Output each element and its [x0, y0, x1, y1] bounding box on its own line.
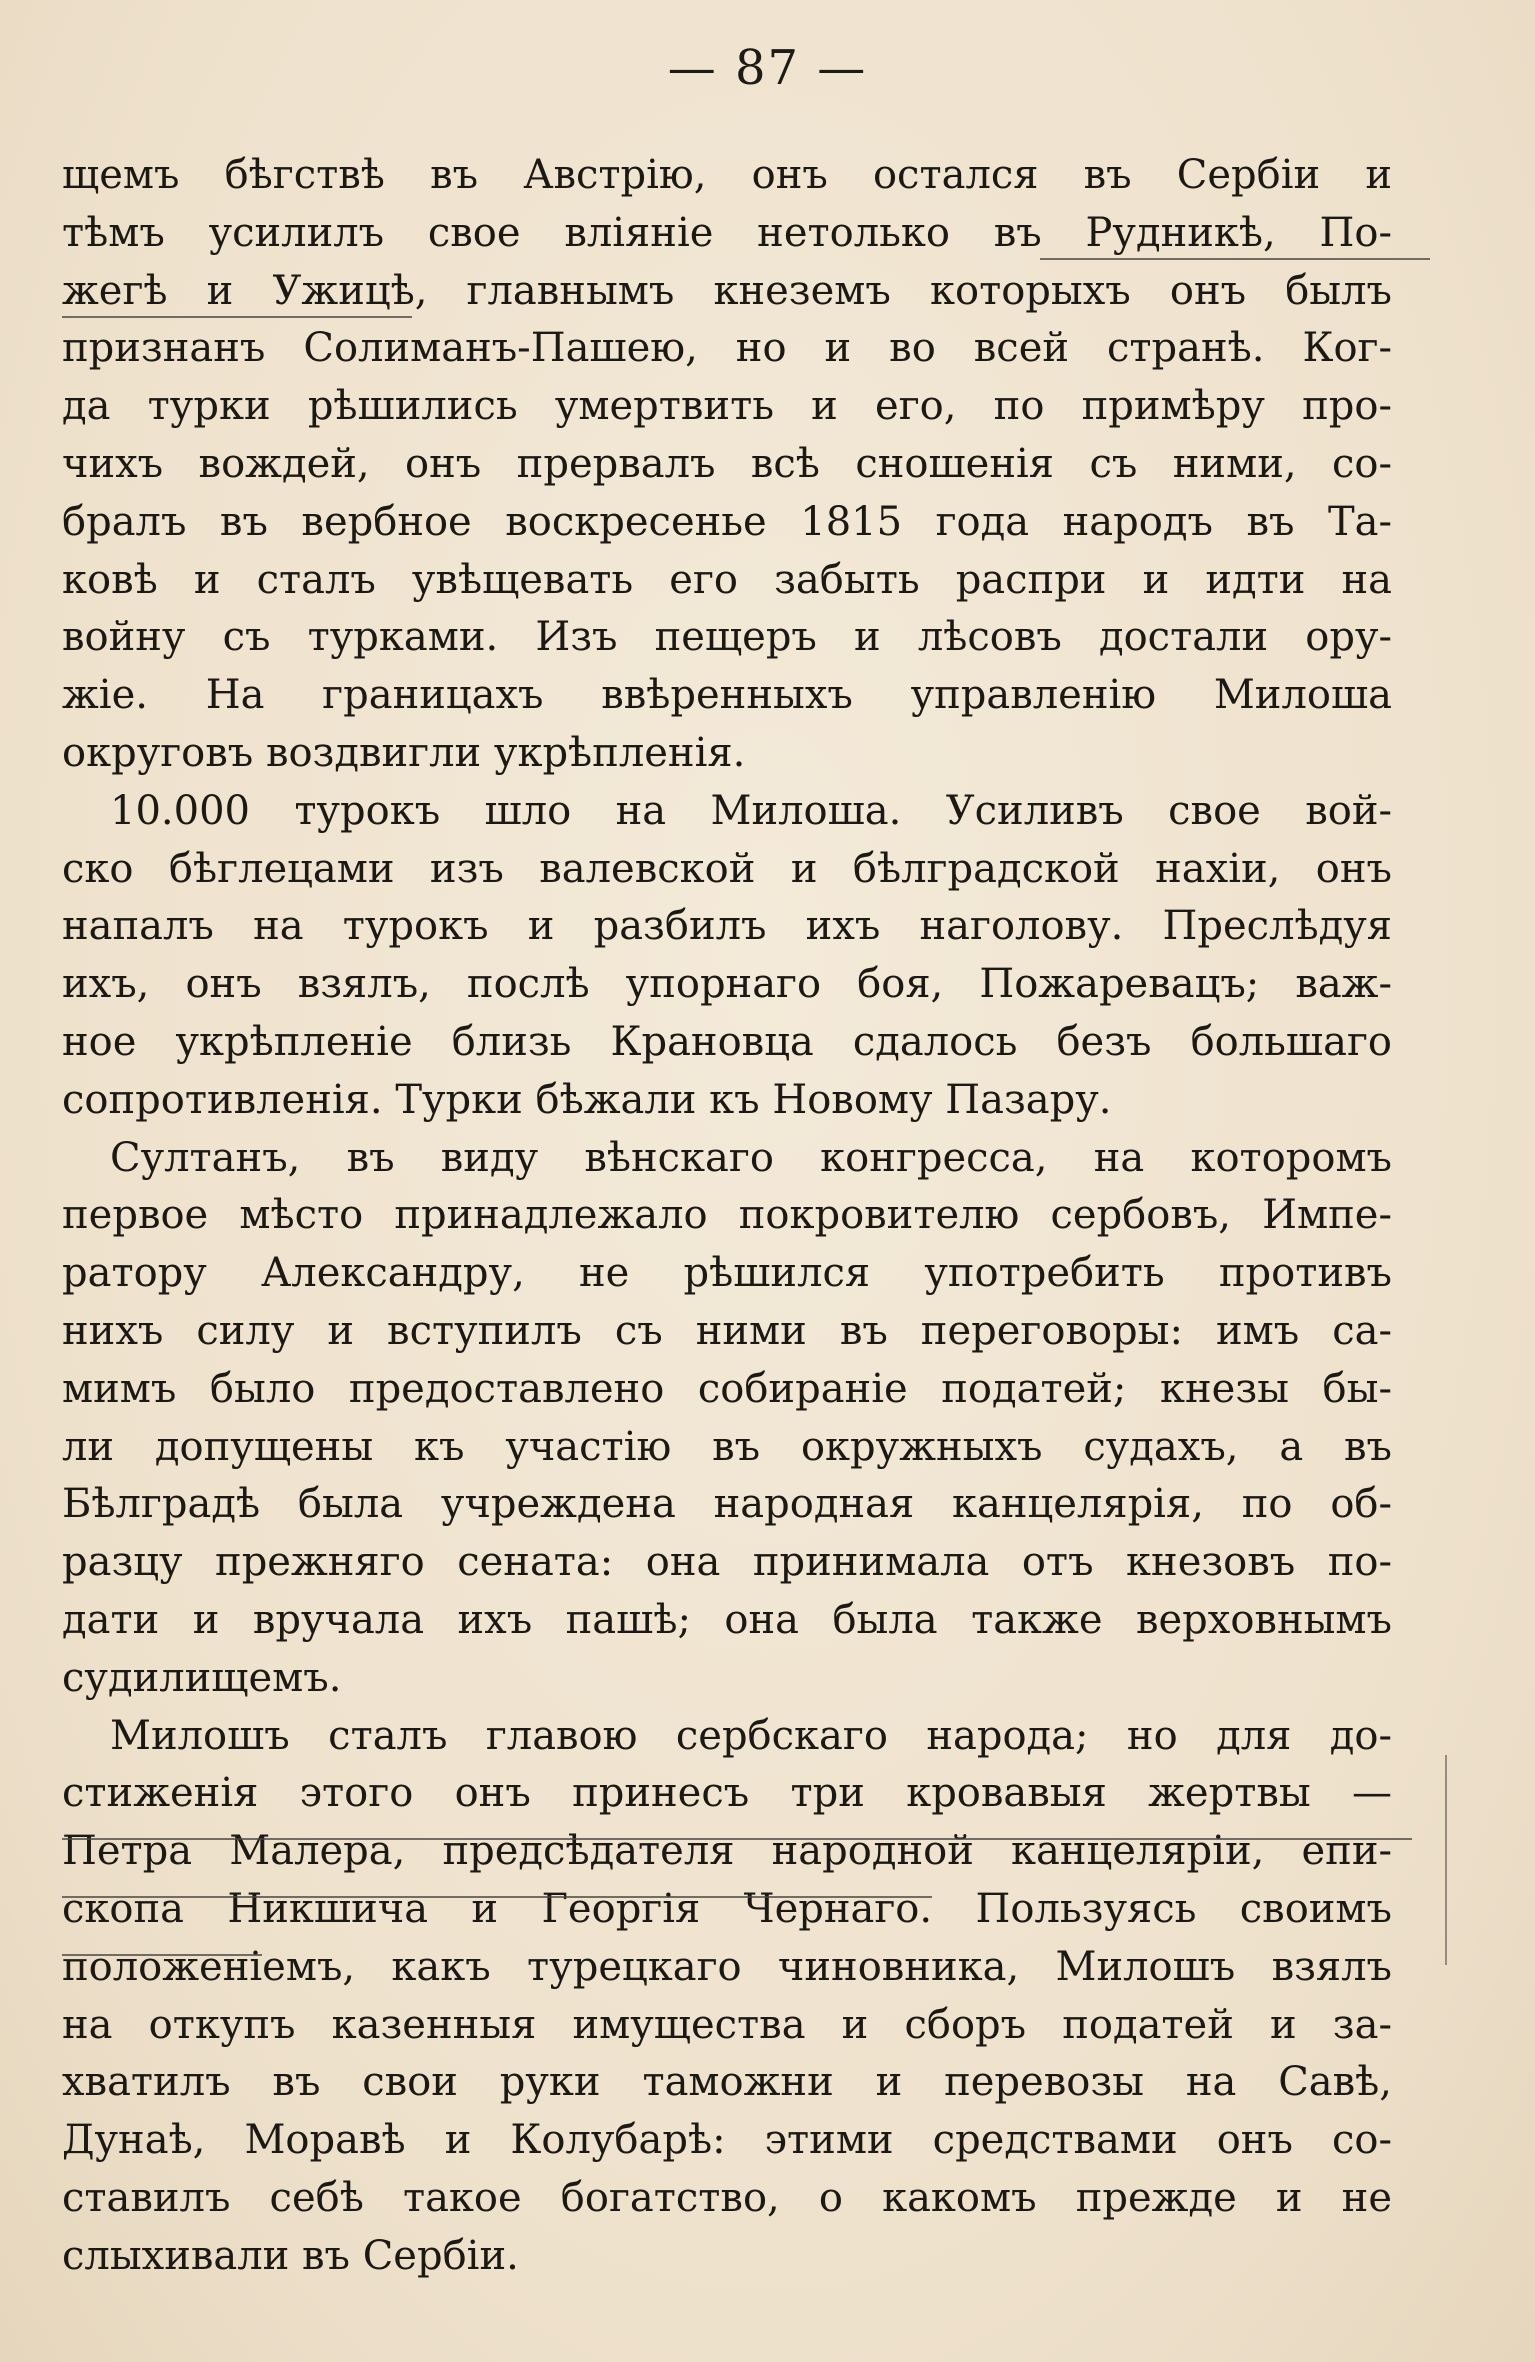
text-line: мимъ было предоставлено собираніе податей; кнезы бы-	[62, 1365, 1392, 1412]
text-line: тѣмъ усилилъ свое вліяніе нетолько въ Рудникѣ, По-	[62, 209, 1392, 256]
text-line: первое мѣсто принадлежало покровителю сербовъ, Импе-	[62, 1192, 1392, 1239]
text-line: округовъ воздвигли укрѣпленія.	[62, 729, 746, 776]
page-number: — 87 —	[667, 40, 868, 96]
text-line: Петра Малера, предсѣдателя народной канцеляріи, епи-	[62, 1828, 1392, 1875]
text-line: бралъ въ вербное воскресенье 1815 года народъ въ Та-	[62, 498, 1392, 545]
pencil-underline	[62, 1954, 262, 1956]
text-line: ско бѣглецами изъ валевской и бѣлградской нахіи, онъ	[62, 845, 1392, 892]
text-line: ставилъ себѣ такое богатство, о какомъ прежде и не	[62, 2174, 1392, 2221]
paragraph-4	[62, 1708, 1392, 2286]
pencil-underline	[62, 316, 412, 318]
text-line: Султанъ, въ виду вѣнскаго конгресса, на которомъ	[110, 1134, 1392, 1181]
paragraph-1	[62, 147, 1392, 783]
text-line: судилищемъ.	[62, 1654, 342, 1701]
text-line: ное укрѣпленіе близь Крановца сдалось безъ большаго	[62, 1018, 1392, 1065]
paragraph-3	[62, 1130, 1392, 1708]
text-line: на откупъ казенныя имущества и сборъ податей и за-	[62, 2001, 1392, 2048]
paragraph-2	[62, 783, 1392, 1130]
text-line: напалъ на турокъ и разбилъ ихъ наголову. Преслѣдуя	[62, 903, 1392, 950]
text-line: нихъ силу и вступилъ съ ними въ переговоры: имъ са-	[62, 1307, 1392, 1354]
text-line: войну съ турками. Изъ пещеръ и лѣсовъ достали ору-	[62, 614, 1392, 661]
body-text	[62, 147, 1392, 2285]
text-line: сопротивленія. Турки бѣжали къ Новому Пазару.	[62, 1076, 1112, 1123]
text-line: дати и вручала ихъ пашѣ; она была также верховнымъ	[62, 1596, 1392, 1643]
pencil-underline	[62, 1896, 932, 1898]
text-line: Бѣлградѣ была учреждена народная канцелярія, по об-	[62, 1481, 1392, 1528]
text-line: стиженія этого онъ принесъ три кровавыя жертвы —	[62, 1770, 1392, 1817]
margin-mark	[1445, 1755, 1447, 1965]
pencil-underline	[62, 1838, 1412, 1840]
text-line: слыхивали въ Сербіи.	[62, 2232, 519, 2279]
text-line: Дунаѣ, Моравѣ и Колубарѣ: этими средствами онъ со-	[62, 2117, 1392, 2164]
text-line: положеніемъ, какъ турецкаго чиновника, Милошъ взялъ	[62, 1943, 1392, 1990]
text-line: жіе. На границахъ ввѣренныхъ управленію Милоша	[62, 672, 1392, 719]
text-line: чихъ вождей, онъ прервалъ всѣ сношенія съ ними, со-	[62, 440, 1392, 487]
text-line: щемъ бѣгствѣ въ Австрію, онъ остался въ Сербіи и	[62, 152, 1392, 198]
pencil-underline	[1040, 258, 1430, 260]
text-line: 10.000 турокъ шло на Милоша. Усиливъ свое вой-	[110, 787, 1392, 834]
text-line: хватилъ въ свои руки таможни и перевозы на Савѣ,	[62, 2059, 1392, 2106]
text-line: признанъ Солиманъ-Пашею, но и во всей странѣ. Ког-	[62, 325, 1392, 372]
text-line: разцу прежняго сената: она принимала отъ кнезовъ по-	[62, 1539, 1392, 1586]
text-line: да турки рѣшились умертвить и его, по примѣру про-	[62, 383, 1392, 430]
text-line: ихъ, онъ взялъ, послѣ упорнаго боя, Пожаревацъ; важ-	[62, 961, 1392, 1008]
text-line: ковѣ и сталъ увѣщевать его забыть распри и идти на	[62, 556, 1392, 603]
text-line: ратору Александру, не рѣшился употребить противъ	[62, 1250, 1392, 1297]
text-line: ли допущены къ участію въ окружныхъ судахъ, а въ	[62, 1423, 1392, 1470]
text-line: жегѣ и Ужицѣ, главнымъ кнеземъ которыхъ онъ былъ	[62, 267, 1392, 314]
text-line: скопа Никшича и Георгія Чернаго. Пользуясь своимъ	[62, 1885, 1392, 1932]
text-line: Милошъ сталъ главою сербскаго народа; но для до-	[110, 1712, 1392, 1759]
